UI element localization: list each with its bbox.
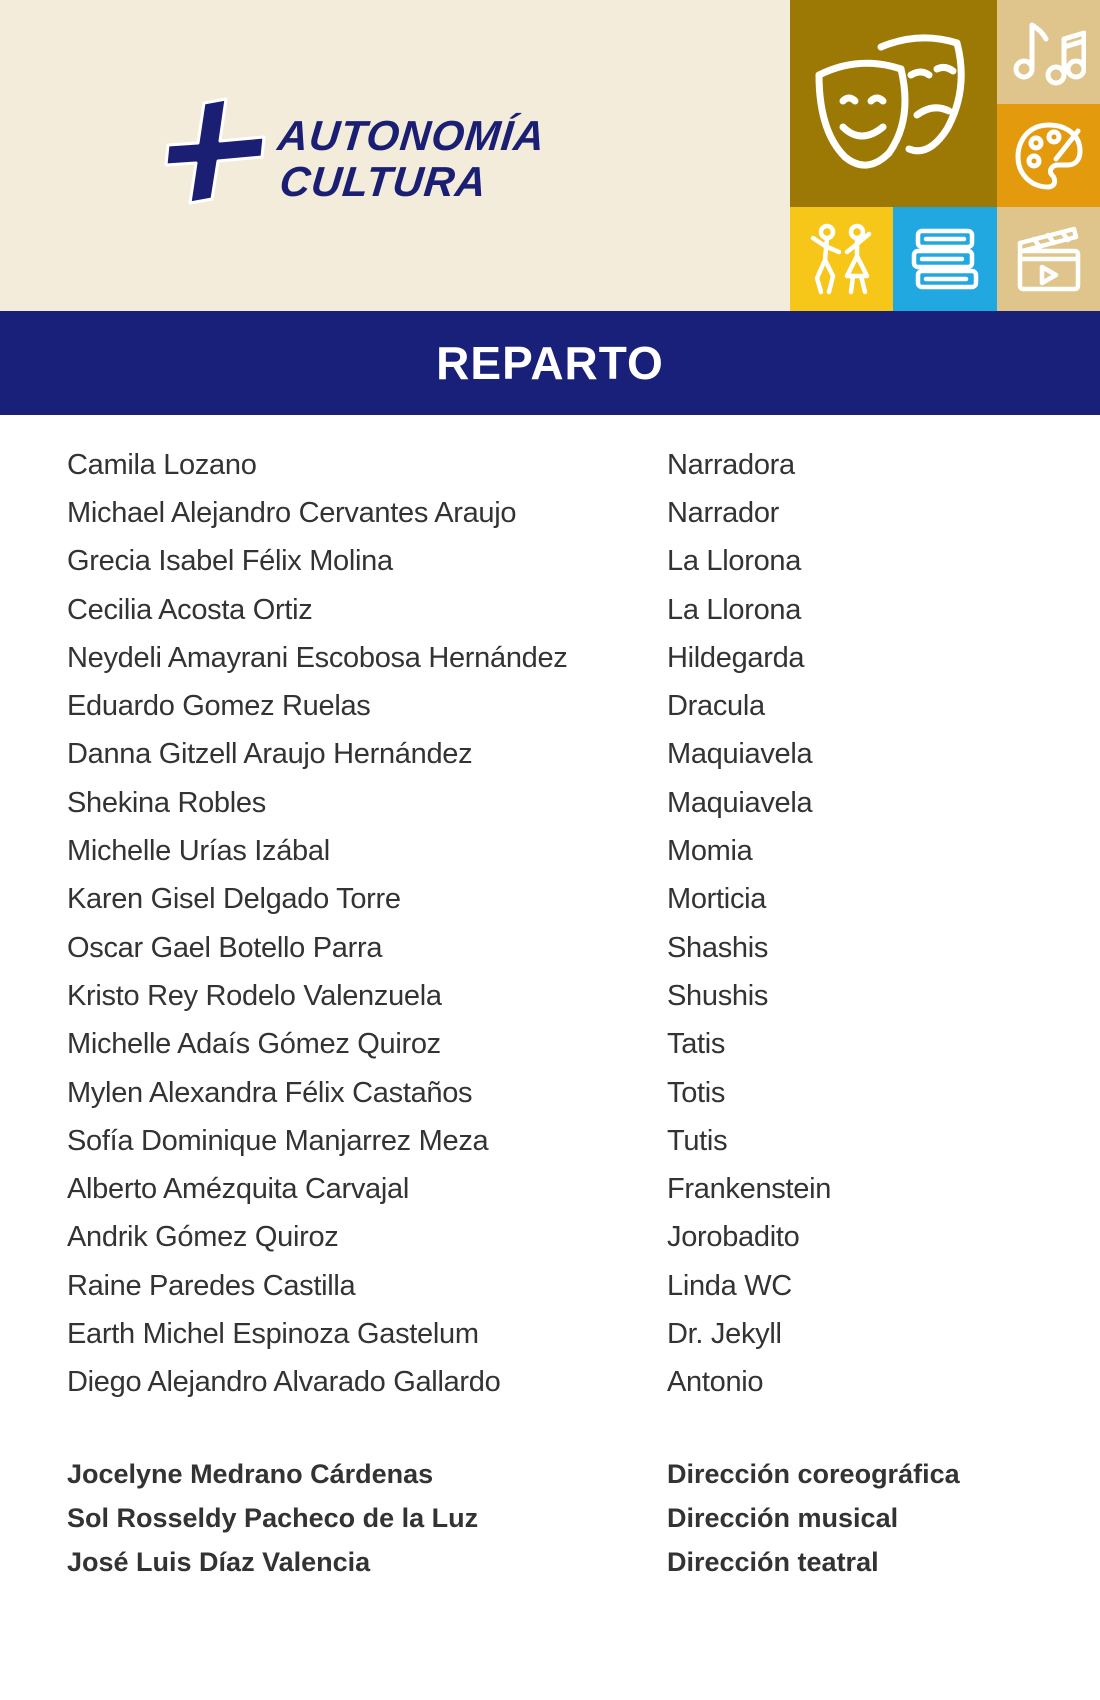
direction-credits (67, 1452, 1067, 1584)
character-role: Tutis (667, 1124, 728, 1157)
credit-row (67, 1540, 1067, 1584)
actor-name: Michelle Adaís Gómez Quiroz (67, 1028, 441, 1061)
cast-row (67, 1117, 1067, 1165)
books-tile (893, 207, 997, 311)
character-role: Maquiavela (667, 738, 813, 771)
actor-name: Michael Alejandro Cervantes Araujo (67, 496, 517, 529)
cast-row (67, 731, 1067, 779)
cast-row (67, 1165, 1067, 1213)
actor-name: Andrik Gómez Quiroz (67, 1221, 339, 1254)
cast-row (67, 1262, 1067, 1310)
books-icon (910, 227, 980, 291)
logo-line-1: AUTONOMÍA (275, 112, 548, 159)
actor-name: Kristo Rey Rodelo Valenzuela (67, 979, 442, 1012)
paint-palette-tile (997, 104, 1100, 207)
director-name: Sol Rosseldy Pacheco de la Luz (67, 1502, 479, 1533)
paint-palette-icon (1012, 119, 1086, 193)
character-role: Narrador (667, 496, 780, 529)
character-role: Dr. Jekyll (667, 1317, 782, 1350)
cast-row (67, 682, 1067, 730)
actor-name: Cecilia Acosta Ortiz (67, 593, 313, 626)
cast-row (67, 1021, 1067, 1069)
cast-row (67, 779, 1067, 827)
character-role: La Llorona (667, 593, 802, 626)
character-role: Hildegarda (667, 641, 805, 674)
actor-name: Mylen Alexandra Félix Castaños (67, 1076, 473, 1109)
actor-name: Grecia Isabel Félix Molina (67, 545, 393, 578)
actor-name: Alberto Amézquita Carvajal (67, 1173, 409, 1206)
character-role: Morticia (667, 883, 767, 916)
character-role: Shashis (667, 931, 769, 964)
actor-name: Shekina Robles (67, 786, 266, 819)
actor-name: Danna Gitzell Araujo Hernández (67, 738, 473, 771)
reparto-banner (0, 311, 1100, 415)
character-role: Jorobadito (667, 1221, 800, 1254)
character-role: Dracula (667, 690, 765, 723)
page-title: REPARTO (436, 337, 664, 389)
character-role: Frankenstein (667, 1173, 832, 1206)
cast-row (67, 538, 1067, 586)
character-role: Tatis (667, 1028, 726, 1061)
cast-row (67, 489, 1067, 537)
direction-role: Dirección musical (667, 1502, 899, 1533)
cast-row (67, 1359, 1067, 1407)
clapperboard-tile (997, 207, 1100, 311)
cast-row (67, 972, 1067, 1020)
character-role: Maquiavela (667, 786, 813, 819)
cast-row (67, 441, 1067, 489)
cast-row (67, 1310, 1067, 1358)
dancers-icon (807, 222, 877, 296)
dancers-tile (790, 207, 893, 311)
character-role: Momia (667, 835, 753, 868)
director-name: José Luis Díaz Valencia (67, 1546, 371, 1577)
actor-name: Oscar Gael Botello Parra (67, 931, 383, 964)
character-role: Shushis (667, 979, 769, 1012)
logo-line-2: CULTURA (277, 158, 490, 205)
actor-name: Raine Paredes Castilla (67, 1269, 356, 1302)
cast-row (67, 586, 1067, 634)
actor-name: Karen Gisel Delgado Torre (67, 883, 401, 916)
direction-role: Dirección coreográfica (667, 1458, 960, 1489)
director-name: Jocelyne Medrano Cárdenas (67, 1458, 434, 1489)
actor-name: Sofía Dominique Manjarrez Meza (67, 1124, 489, 1157)
cast-row (67, 1069, 1067, 1117)
cast-row (67, 924, 1067, 972)
music-notes-icon (1012, 17, 1086, 87)
direction-role: Dirección teatral (667, 1546, 879, 1577)
credit-row (67, 1452, 1067, 1496)
character-role: Linda WC (667, 1269, 792, 1302)
autonomia-cultura-logo (160, 95, 560, 215)
credit-row (67, 1496, 1067, 1540)
cast-list (67, 441, 1067, 1407)
theater-masks-tile (790, 0, 997, 207)
theater-masks-icon (809, 29, 979, 179)
character-role: La Llorona (667, 545, 802, 578)
actor-name: Michelle Urías Izábal (67, 835, 330, 868)
character-role: Narradora (667, 448, 795, 481)
character-role: Totis (667, 1076, 726, 1109)
actor-name: Earth Michel Espinoza Gastelum (67, 1317, 479, 1350)
actor-name: Eduardo Gomez Ruelas (67, 690, 371, 723)
cast-row (67, 876, 1067, 924)
actor-name: Camila Lozano (67, 448, 257, 481)
music-notes-tile (997, 0, 1100, 104)
character-role: Antonio (667, 1366, 764, 1399)
cast-row (67, 1214, 1067, 1262)
clapperboard-icon (1014, 225, 1084, 293)
cast-row (67, 634, 1067, 682)
cross-logo-icon (160, 95, 280, 215)
actor-name: Neydeli Amayrani Escobosa Hernández (67, 641, 568, 674)
cast-row (67, 827, 1067, 875)
actor-name: Diego Alejandro Alvarado Gallardo (67, 1366, 501, 1399)
header (0, 0, 1100, 311)
